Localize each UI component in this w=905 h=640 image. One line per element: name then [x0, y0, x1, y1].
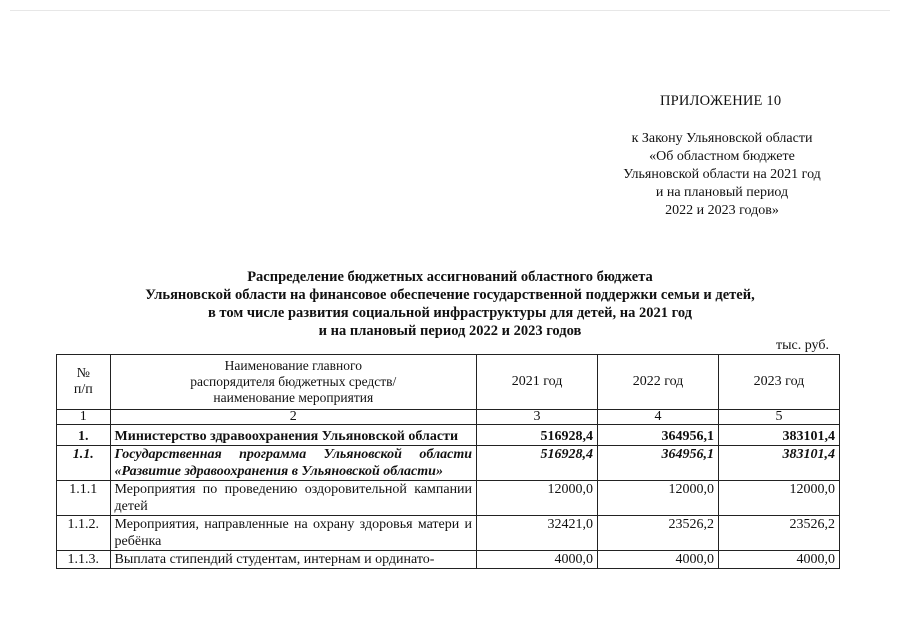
- title-line: в том числе развития социальной инфраструктуры для детей, на 2021 год: [207, 305, 693, 321]
- row-value-2023: 383101,4: [718, 446, 839, 481]
- row-value-2022: 12000,0: [598, 481, 719, 516]
- row-num: 1.1.: [57, 446, 111, 481]
- law-ref-line: 2022 и 2023 годов»: [665, 203, 779, 218]
- header-2022: 2022 год: [598, 355, 719, 410]
- document-title: [100, 268, 800, 340]
- row-value-2021: 12000,0: [477, 481, 598, 516]
- header-name-line: Наименование главного: [224, 358, 362, 373]
- row-value-2021: 516928,4: [477, 446, 598, 481]
- row-value-2022: 4000,0: [598, 551, 719, 569]
- row-name: Выплата стипендий студентам, интернам и ординато-: [110, 551, 477, 569]
- table-row: [57, 481, 840, 516]
- title-line: Ульяновской области на финансовое обеспечение государственной поддержки семьи и детей,: [145, 287, 755, 303]
- row-num: 1.1.3.: [57, 551, 111, 569]
- row-value-2023: 383101,4: [718, 425, 839, 446]
- header-2021: 2021 год: [477, 355, 598, 410]
- table-row: [57, 551, 840, 569]
- budget-table: [56, 354, 840, 569]
- law-ref-line: «Об областном бюджете: [649, 149, 795, 164]
- column-number: 1: [57, 410, 111, 425]
- row-value-2022: 23526,2: [598, 516, 719, 551]
- row-value-2023: 4000,0: [718, 551, 839, 569]
- row-value-2023: 12000,0: [718, 481, 839, 516]
- title-line: и на плановый период 2022 и 2023 годов: [318, 323, 582, 339]
- header-2023: 2023 год: [718, 355, 839, 410]
- law-ref-line: к Закону Ульяновской области: [631, 131, 813, 146]
- row-num: 1.1.2.: [57, 516, 111, 551]
- row-value-2023: 23526,2: [718, 516, 839, 551]
- row-name: Министерство здравоохранения Ульяновской области: [110, 425, 477, 446]
- column-number-row: [57, 410, 840, 425]
- appendix-label: ПРИЛОЖЕНИЕ 10: [660, 93, 782, 109]
- row-num: 1.1.1: [57, 481, 111, 516]
- law-ref-line: Ульяновской области на 2021 год: [623, 167, 821, 182]
- header-num-line: п/п: [73, 382, 93, 397]
- column-number: 3: [477, 410, 598, 425]
- row-name: Мероприятия, направленные на охрану здоровья матери и ребёнка: [110, 516, 477, 551]
- table-row: [57, 516, 840, 551]
- header-num-line: №: [76, 366, 90, 381]
- scan-artifact: [10, 10, 890, 11]
- row-value-2021: 4000,0: [477, 551, 598, 569]
- header-num: [57, 355, 111, 410]
- row-name: Мероприятия по проведению оздоровительной кампании детей: [110, 481, 477, 516]
- row-value-2022: 364956,1: [598, 446, 719, 481]
- header-row: [57, 355, 840, 410]
- header-name: [110, 355, 477, 410]
- row-value-2021: 32421,0: [477, 516, 598, 551]
- row-value-2021: 516928,4: [477, 425, 598, 446]
- column-number: 2: [110, 410, 477, 425]
- table-row: [57, 446, 840, 481]
- column-number: 5: [718, 410, 839, 425]
- law-reference: [600, 130, 844, 220]
- row-name: Государственная программа Ульяновской области «Развитие здравоохранения в Ульяновской области»: [110, 446, 477, 481]
- header-name-line: наименование мероприятия: [213, 390, 374, 405]
- title-line: Распределение бюджетных ассигнований областного бюджета: [247, 269, 653, 285]
- unit-label: тыс. руб.: [776, 338, 829, 353]
- row-value-2022: 364956,1: [598, 425, 719, 446]
- column-number: 4: [598, 410, 719, 425]
- table-row: [57, 425, 840, 446]
- row-num: 1.: [57, 425, 111, 446]
- header-name-line: распорядителя бюджетных средств/: [190, 374, 397, 389]
- law-ref-line: и на плановый период: [655, 185, 789, 200]
